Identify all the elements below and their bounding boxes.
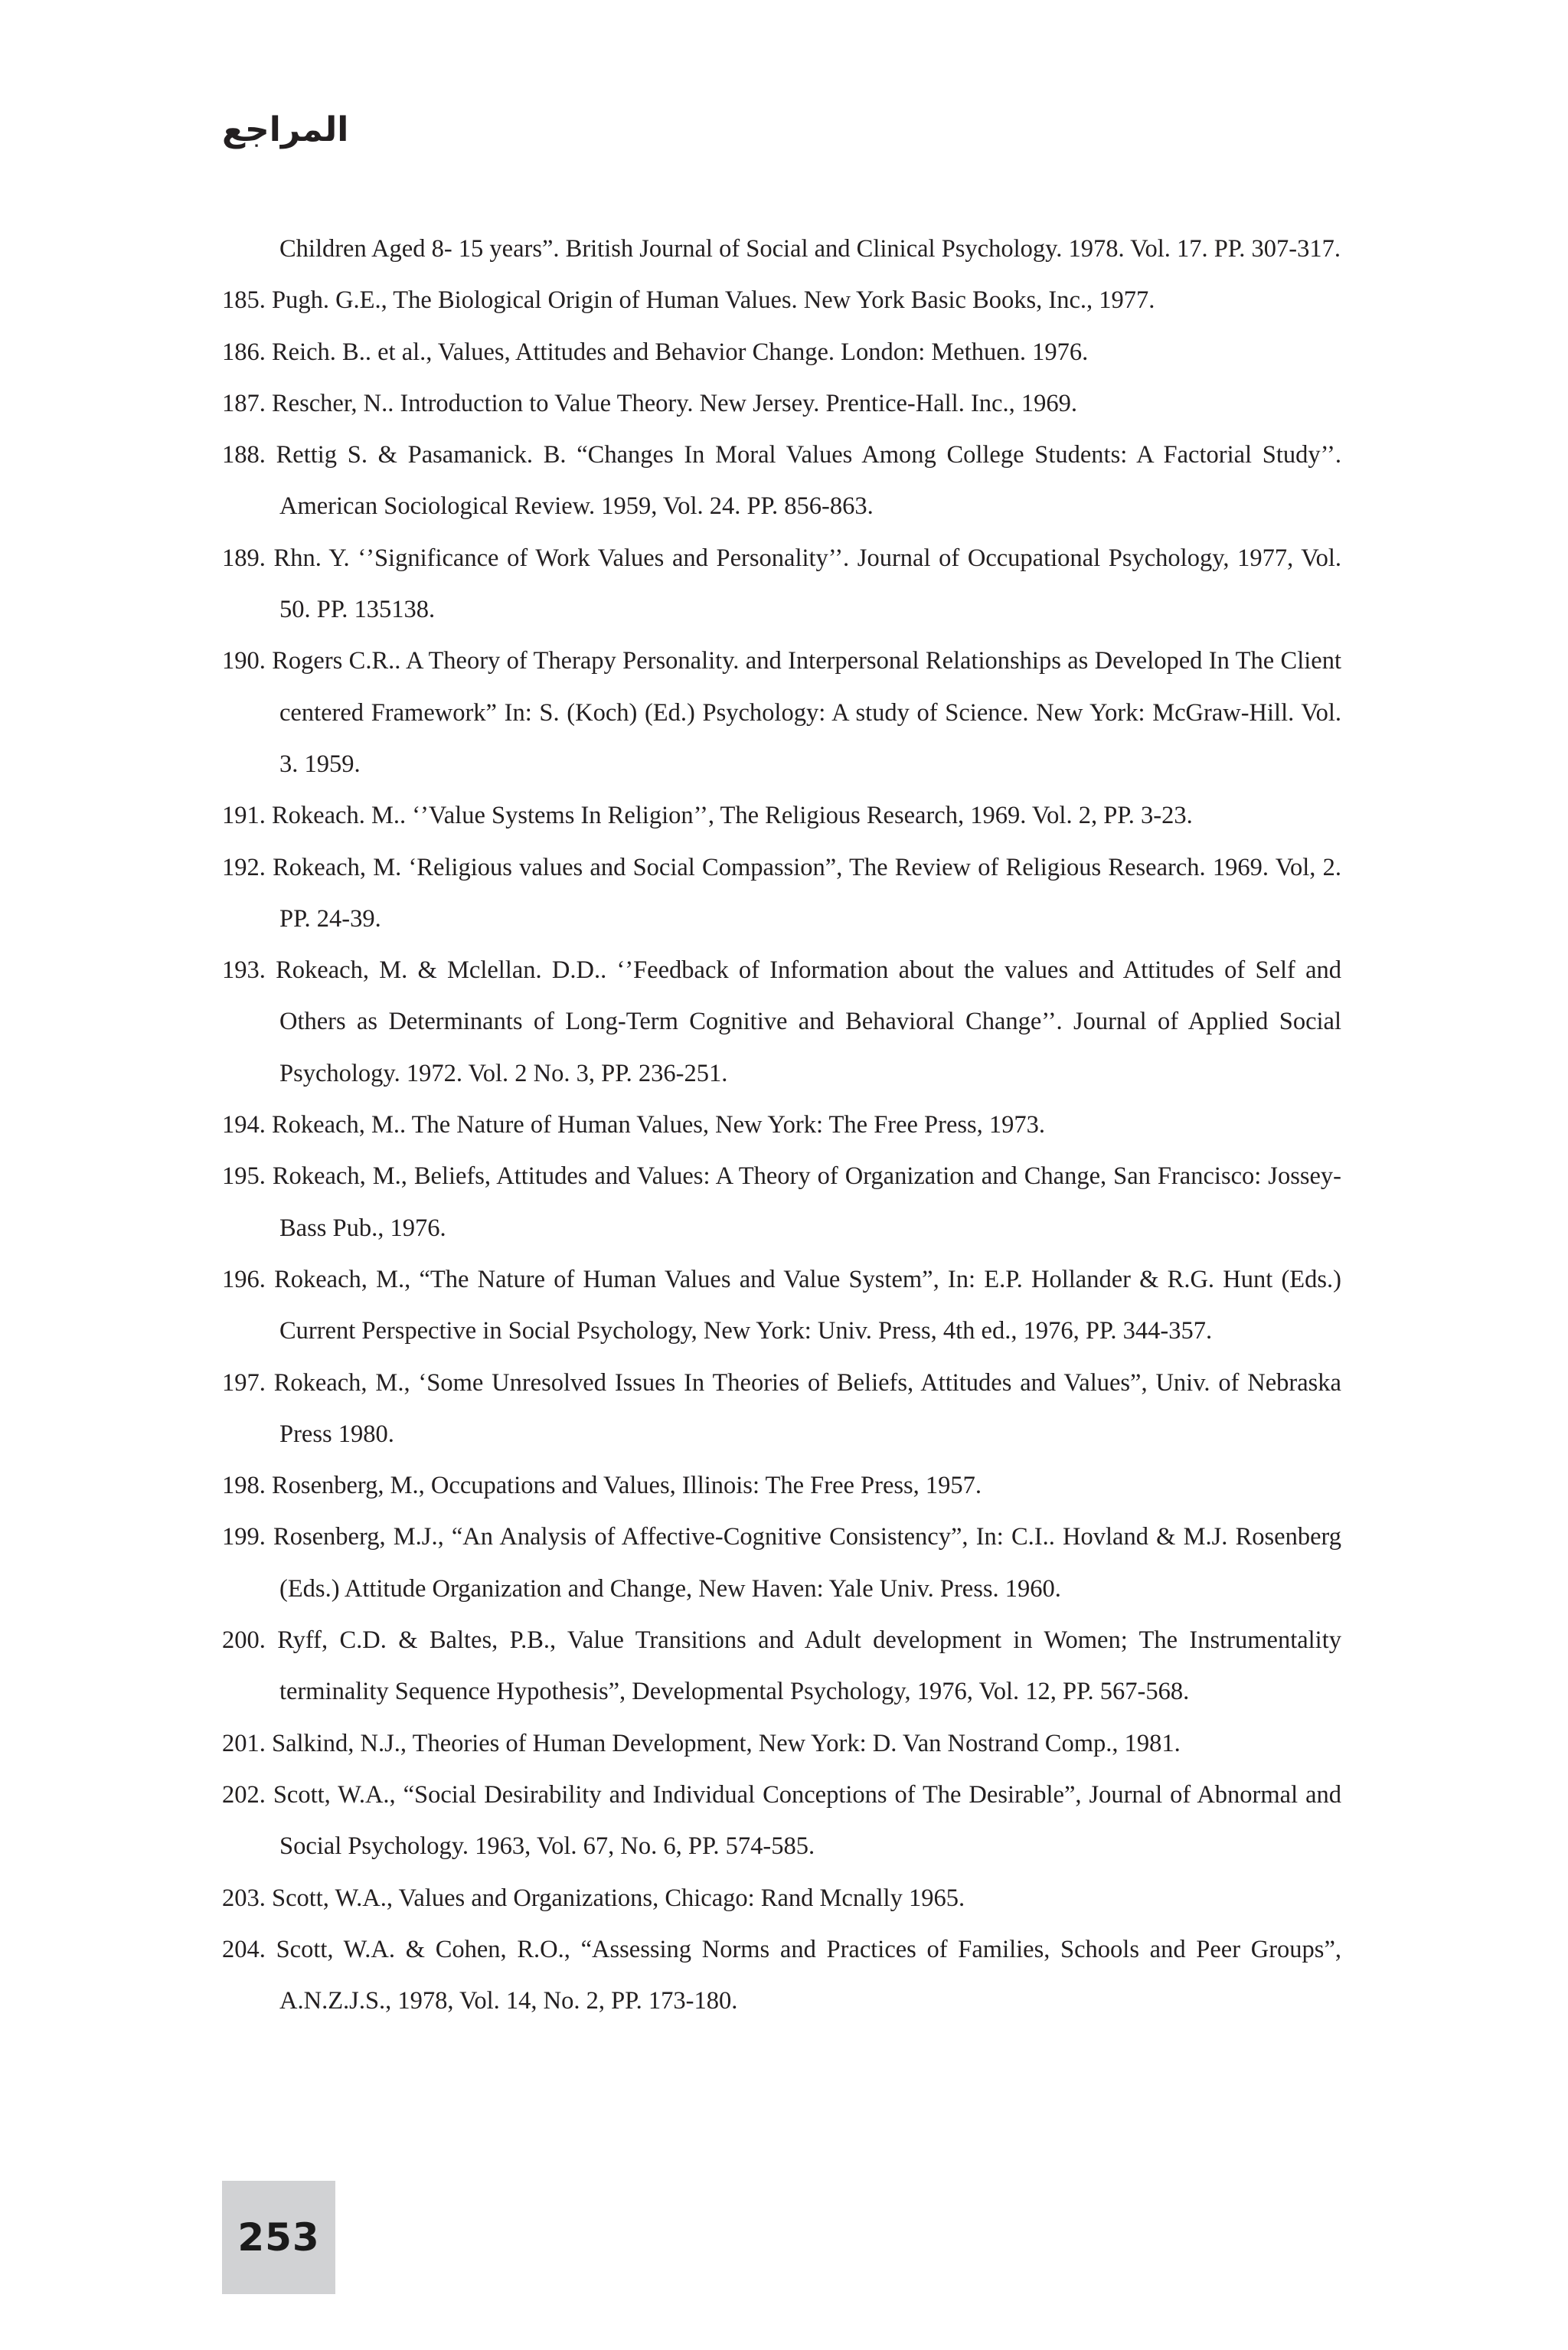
reference-193: 193. Rokeach, M. & Mclellan. D.D.. ‘’Feedback of Information about the values and Attitudes of Self and Others as Determinants of Long-Term Cognitive and Behavioral Change’’. Journal of Applied Social Psychology. 1972. Vol. 2 No. 3, PP. 236-251. [222,956,1341,1087]
reference-199: 199. Rosenberg, M.J., “An Analysis of Affective-Cognitive Consistency”, In: C.I.. Hovland & M.J. Rosenberg (Eds.) Attitude Organization and Change, New Haven: Yale Univ. Press. 1960. [222,1523,1341,1603]
reference-188: 188. Rettig S. & Pasamanick. B. “Changes In Moral Values Among College Students: A Factorial Study’’. American Sociological Review. 1959, Vol. 24. PP. 856-863. [222,441,1341,521]
reference-189: 189. Rhn. Y. ‘’Significance of Work Values and Personality’’. Journal of Occupational Psychology, 1977, Vol. 50. PP. 135138. [222,544,1341,624]
reference-198: 198. Rosenberg, M., Occupations and Values, Illinois: The Free Press, 1957. [222,1472,982,1500]
reference-191: 191. Rokeach. M.. ‘’Value Systems In Religion’’, The Religious Research, 1969. Vol. 2, PP. 3-23. [222,802,1193,830]
reference-201: 201. Salkind, N.J., Theories of Human Development, New York: D. Van Nostrand Comp., 1981. [222,1729,1181,1757]
reference-186: 186. Reich. B.. et al., Values, Attitudes and Behavior Change. London: Methuen. 1976. [222,338,1089,366]
reference-203: 203. Scott, W.A., Values and Organizations, Chicago: Rand Mcnally 1965. [222,1884,965,1912]
reference-190: 190. Rogers C.R.. A Theory of Therapy Personality. and Interpersonal Relationships as Developed In The Client centered Framework” In: S. (Koch) (Ed.) Psychology: A study of Science. New York: McGraw-Hill. Vol. 3. 1959. [222,647,1341,778]
reference-192: 192. Rokeach, M. ‘Religious values and Social Compassion”, The Review of Religious Research. 1969. Vol, 2. PP. 24-39. [222,853,1341,933]
page-number: 253 [237,2215,320,2260]
reference-202: 202. Scott, W.A., “Social Desirability and Individual Conceptions of The Desirable”, Journal of Abnormal and Social Psychology. 1963, Vol. 67, No. 6, PP. 574-585. [222,1780,1341,1861]
reference-185: 185. Pugh. G.E., The Biological Origin of Human Values. New York Basic Books, Inc., 1977. [222,286,1155,315]
reference-204: 204. Scott, W.A. & Cohen, R.O., “Assessing Norms and Practices of Families, Schools and Peer Groups”, A.N.Z.J.S., 1978, Vol. 14, No. 2, PP. 173-180. [222,1935,1341,2015]
reference-200: 200. Ryff, C.D. & Baltes, P.B., Value Transitions and Adult development in Women; The Instrumentality terminality Sequence Hypothesis”, Developmental Psychology, 1976, Vol. 12, PP. 567-568. [222,1626,1341,1706]
reference-195: 195. Rokeach, M., Beliefs, Attitudes and Values: A Theory of Organization and Change, San Francisco: Jossey-Bass Pub., 1976. [222,1162,1341,1242]
reference-continuation: Children Aged 8- 15 years”. British Journal of Social and Clinical Psychology. 1978. Vol. 17. PP. 307-317. [279,235,1341,263]
reference-187: 187. Rescher, N.. Introduction to Value Theory. New Jersey. Prentice-Hall. Inc., 1969. [222,389,1077,417]
reference-196: 196. Rokeach, M., “The Nature of Human Values and Value System”, In: E.P. Hollander & R.G. Hunt (Eds.) Current Perspective in Social Psychology, New York: Univ. Press, 4th ed., 1976, PP. 344-357. [222,1265,1341,1345]
reference-194: 194. Rokeach, M.. The Nature of Human Values, New York: The Free Press, 1973. [222,1111,1046,1139]
reference-list [222,224,1341,2027]
reference-197: 197. Rokeach, M., ‘Some Unresolved Issues In Theories of Beliefs, Attitudes and Values”, Univ. of Nebraska Press 1980. [222,1368,1341,1448]
page-title: المراجع [222,110,349,149]
page-number-box [222,2181,335,2294]
